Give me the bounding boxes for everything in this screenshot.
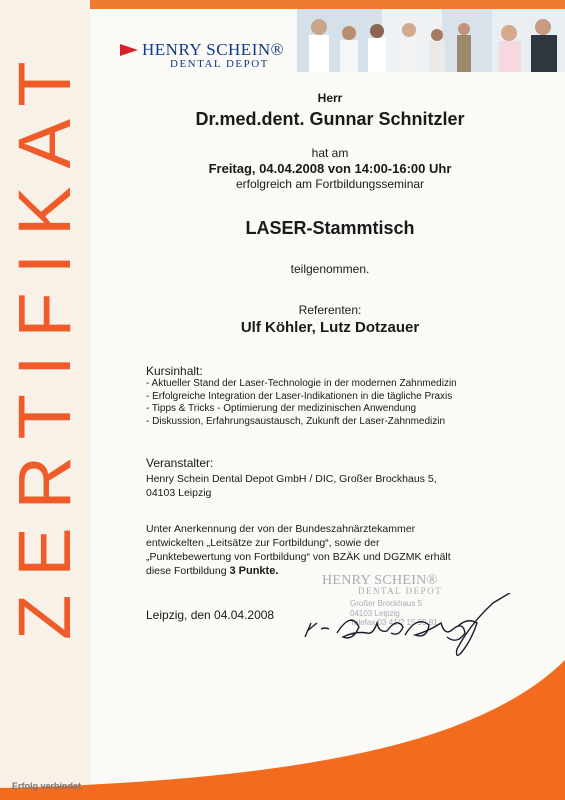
stamp-line-3: Telefax 03 41/2 15 99 81 [350, 618, 438, 627]
attendance-seminar-intro: erfolgreich am Fortbildungsseminar [235, 177, 425, 191]
stamp-name: HENRY SCHEIN® [322, 573, 438, 588]
referents-names: Ulf Köhler, Lutz Dotzauer [240, 319, 420, 336]
recognition-points: 3 Punkte. [229, 565, 279, 577]
participated-text: teilgenommen. [290, 262, 370, 276]
logo-subtitle: DENTAL DEPOT [170, 58, 269, 70]
stamp-line-1: Großer Brockhaus 5 [350, 599, 423, 608]
stamp-line-2: 04103 Leipzig [350, 608, 400, 618]
organizer-line-1: Henry Schein Dental Depot GmbH / DIC, Großer Brockhaus 5, [146, 473, 437, 485]
course-content-item: - Aktueller Stand der Laser-Technologie in der modernen Zahnmedizin [146, 378, 457, 389]
recipient-name: Dr.med.dent. Gunnar Schnitzler [195, 109, 465, 129]
recognition-line-3: „Punktebewertung von Fortbildung“ von BZÄK und DGZMK erhält [146, 551, 451, 563]
stamp-sub: DENTAL DEPOT [358, 586, 443, 596]
course-title: LASER-Stammtisch [245, 218, 415, 238]
vertical-title-zertifikat: ZERTIFIKAT [3, 43, 86, 640]
place-date: Leipzig, den 04.04.2008 [146, 608, 275, 622]
recognition-line-2: entwickelten „Leitsätze zur Fortbildung“, sowie der [146, 537, 380, 549]
tagline: Erfolg verbindet. [12, 781, 84, 791]
course-content-item: - Tipps & Tricks - Optimierung der medizinischen Anwendung [146, 403, 417, 414]
course-content-item: - Diskussion, Erfahrungsaustausch, Zukunft der Laser-Zahnmedizin [146, 415, 446, 427]
organizer-label: Veranstalter: [146, 456, 214, 470]
course-content-item: - Erfolgreiche Integration der Laser-Indikationen in die tägliche Praxis [146, 390, 453, 402]
recipient-salutation: Herr [317, 91, 343, 105]
recognition-prefix: diese Fortbildung [146, 565, 230, 577]
course-content-label: Kursinhalt: [146, 364, 203, 378]
recognition-line-1: Unter Anerkennung der von der Bundeszahnärztekammer [146, 523, 416, 535]
attendance-intro: hat am [311, 146, 349, 160]
organizer-line-2: 04103 Leipzig [146, 487, 212, 499]
referents-label: Referenten: [298, 303, 362, 317]
attendance-date: Freitag, 04.04.2008 von 14:00-16:00 Uhr [208, 161, 452, 176]
logo-name: HENRY SCHEIN® [142, 40, 285, 59]
